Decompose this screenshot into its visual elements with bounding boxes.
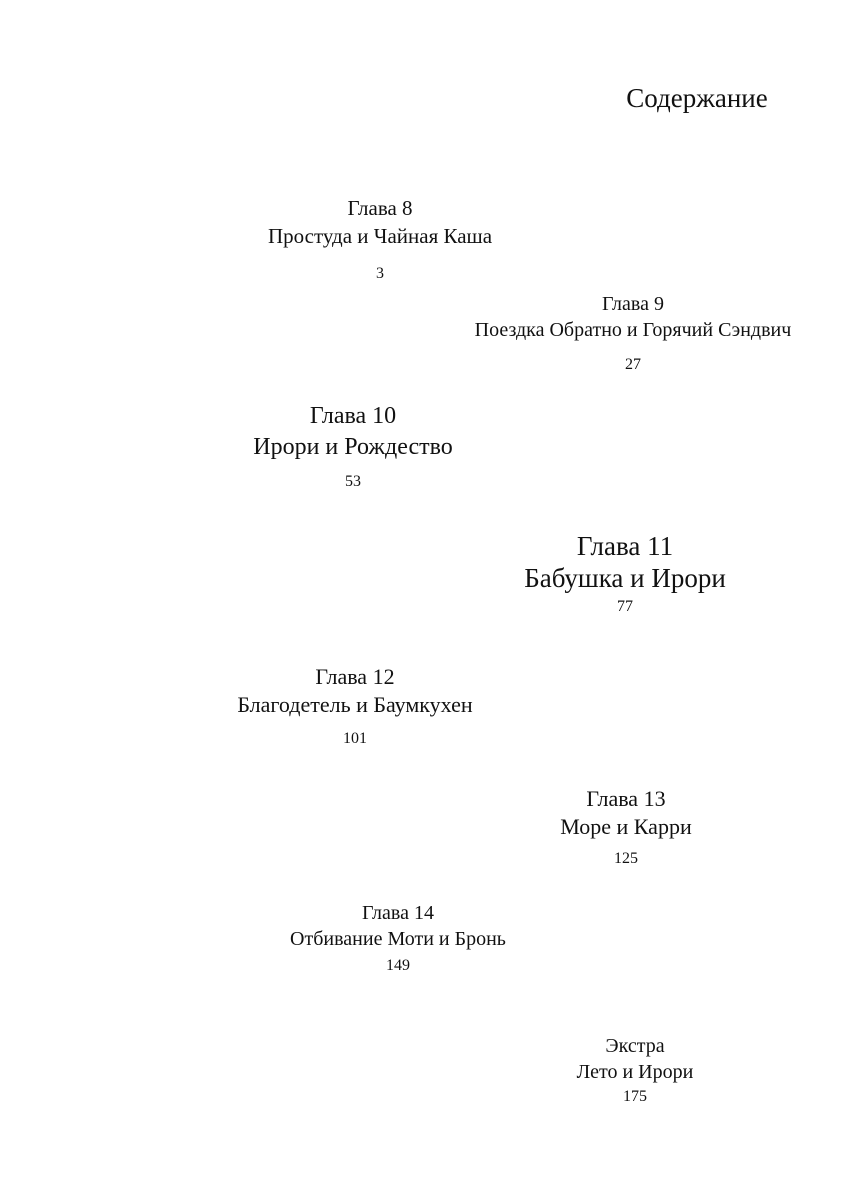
page-number: 175	[623, 1088, 647, 1105]
toc-entry-chapter-13[interactable]	[496, 785, 756, 869]
chapter-title: Бабушка и Ирори	[524, 563, 726, 593]
chapter-number: Глава 9	[602, 293, 664, 315]
chapter-title: Ирори и Рождество	[253, 434, 453, 460]
page-number: 53	[345, 473, 361, 490]
chapter-title: Отбивание Моти и Бронь	[290, 928, 506, 950]
chapter-number: Глава 11	[576, 531, 674, 561]
chapter-number: Глава 13	[586, 786, 666, 811]
page-number: 125	[614, 850, 638, 867]
chapter-title: Поездка Обратно и Горячий Сэндвич	[474, 319, 792, 341]
chapter-title: Лето и Ирори	[576, 1061, 694, 1083]
chapter-number: Глава 8	[347, 196, 413, 220]
chapter-title: Простуда и Чайная Каша	[267, 224, 493, 248]
chapter-number: Глава 12	[315, 664, 395, 689]
chapter-title: Море и Карри	[560, 814, 692, 839]
page-number: 101	[343, 730, 367, 747]
page-title: Содержание	[626, 83, 768, 113]
page-number: 27	[625, 356, 641, 373]
page-number: 77	[617, 598, 633, 615]
page-number: 3	[376, 265, 384, 282]
toc-entry-chapter-12[interactable]	[195, 663, 515, 749]
chapter-number: Глава 10	[309, 403, 397, 429]
chapter-number: Глава 14	[362, 902, 434, 924]
toc-entry-chapter-8[interactable]	[200, 194, 560, 284]
chapter-number: Экстра	[605, 1035, 665, 1057]
toc-entry-extra[interactable]	[535, 1033, 735, 1107]
chapter-title: Благодетель и Баумкухен	[237, 692, 473, 717]
toc-entry-chapter-10[interactable]	[203, 400, 503, 492]
toc-entry-chapter-9[interactable]	[450, 291, 816, 375]
toc-entry-chapter-14[interactable]	[248, 900, 548, 976]
page-number: 149	[386, 957, 410, 974]
toc-entry-chapter-11[interactable]	[475, 529, 775, 617]
